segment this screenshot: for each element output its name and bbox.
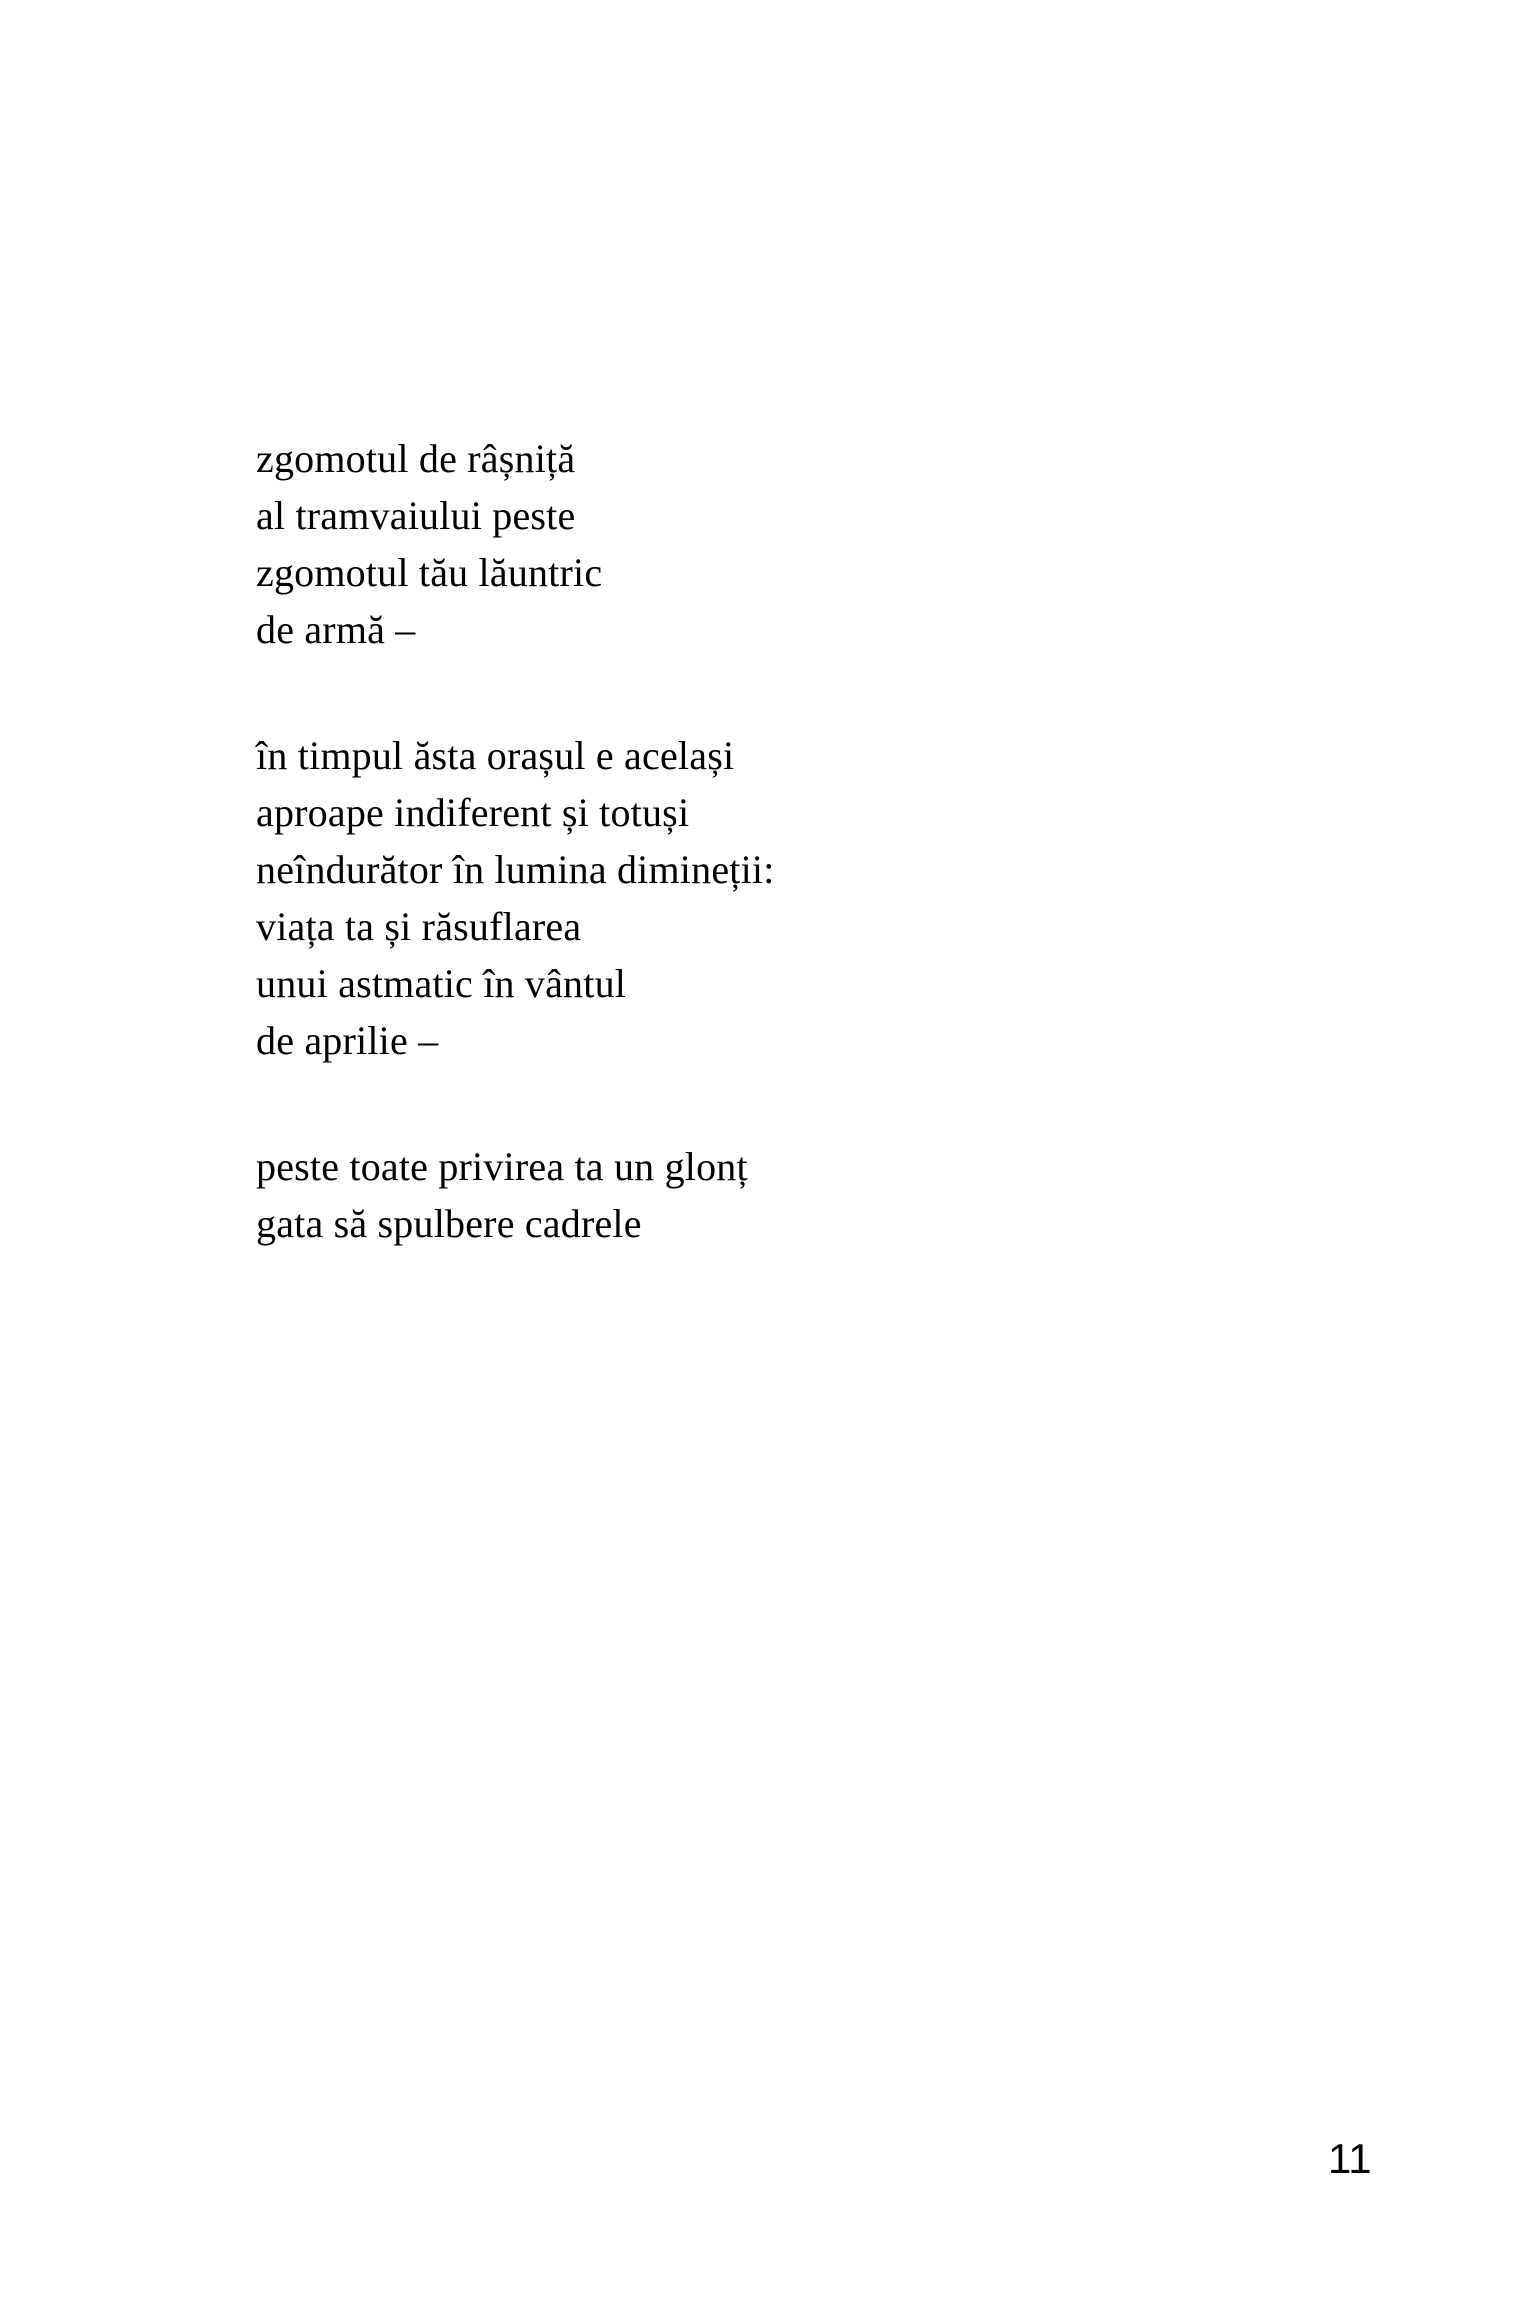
poem-line: de aprilie – [256, 1018, 439, 1063]
poem-line: viața ta și răsuflarea [256, 904, 582, 949]
poem-stanza-2 [256, 727, 775, 1069]
poem-line: peste toate privirea ta un glonț [256, 1144, 748, 1189]
poem-line: al tramvaiului peste [256, 493, 576, 538]
poem-line: zgomotul tău lăuntric [256, 550, 603, 595]
poem-line: neîndurător în lumina dimineții: [256, 847, 775, 892]
poem-text [256, 430, 775, 1252]
poem-line: în timpul ăsta orașul e același [256, 733, 735, 778]
poem-stanza-3 [256, 1138, 775, 1252]
page-number: 11 [1328, 2135, 1372, 2182]
poem-line: aproape indiferent și totuși [256, 790, 690, 835]
poem-line: de armă – [256, 607, 416, 652]
poem-line: unui astmatic în vântul [256, 961, 627, 1006]
poem-line: zgomotul de râșniță [256, 436, 576, 481]
poem-line: gata să spulbere cadrele [256, 1201, 642, 1246]
poem-stanza-1 [256, 430, 775, 658]
